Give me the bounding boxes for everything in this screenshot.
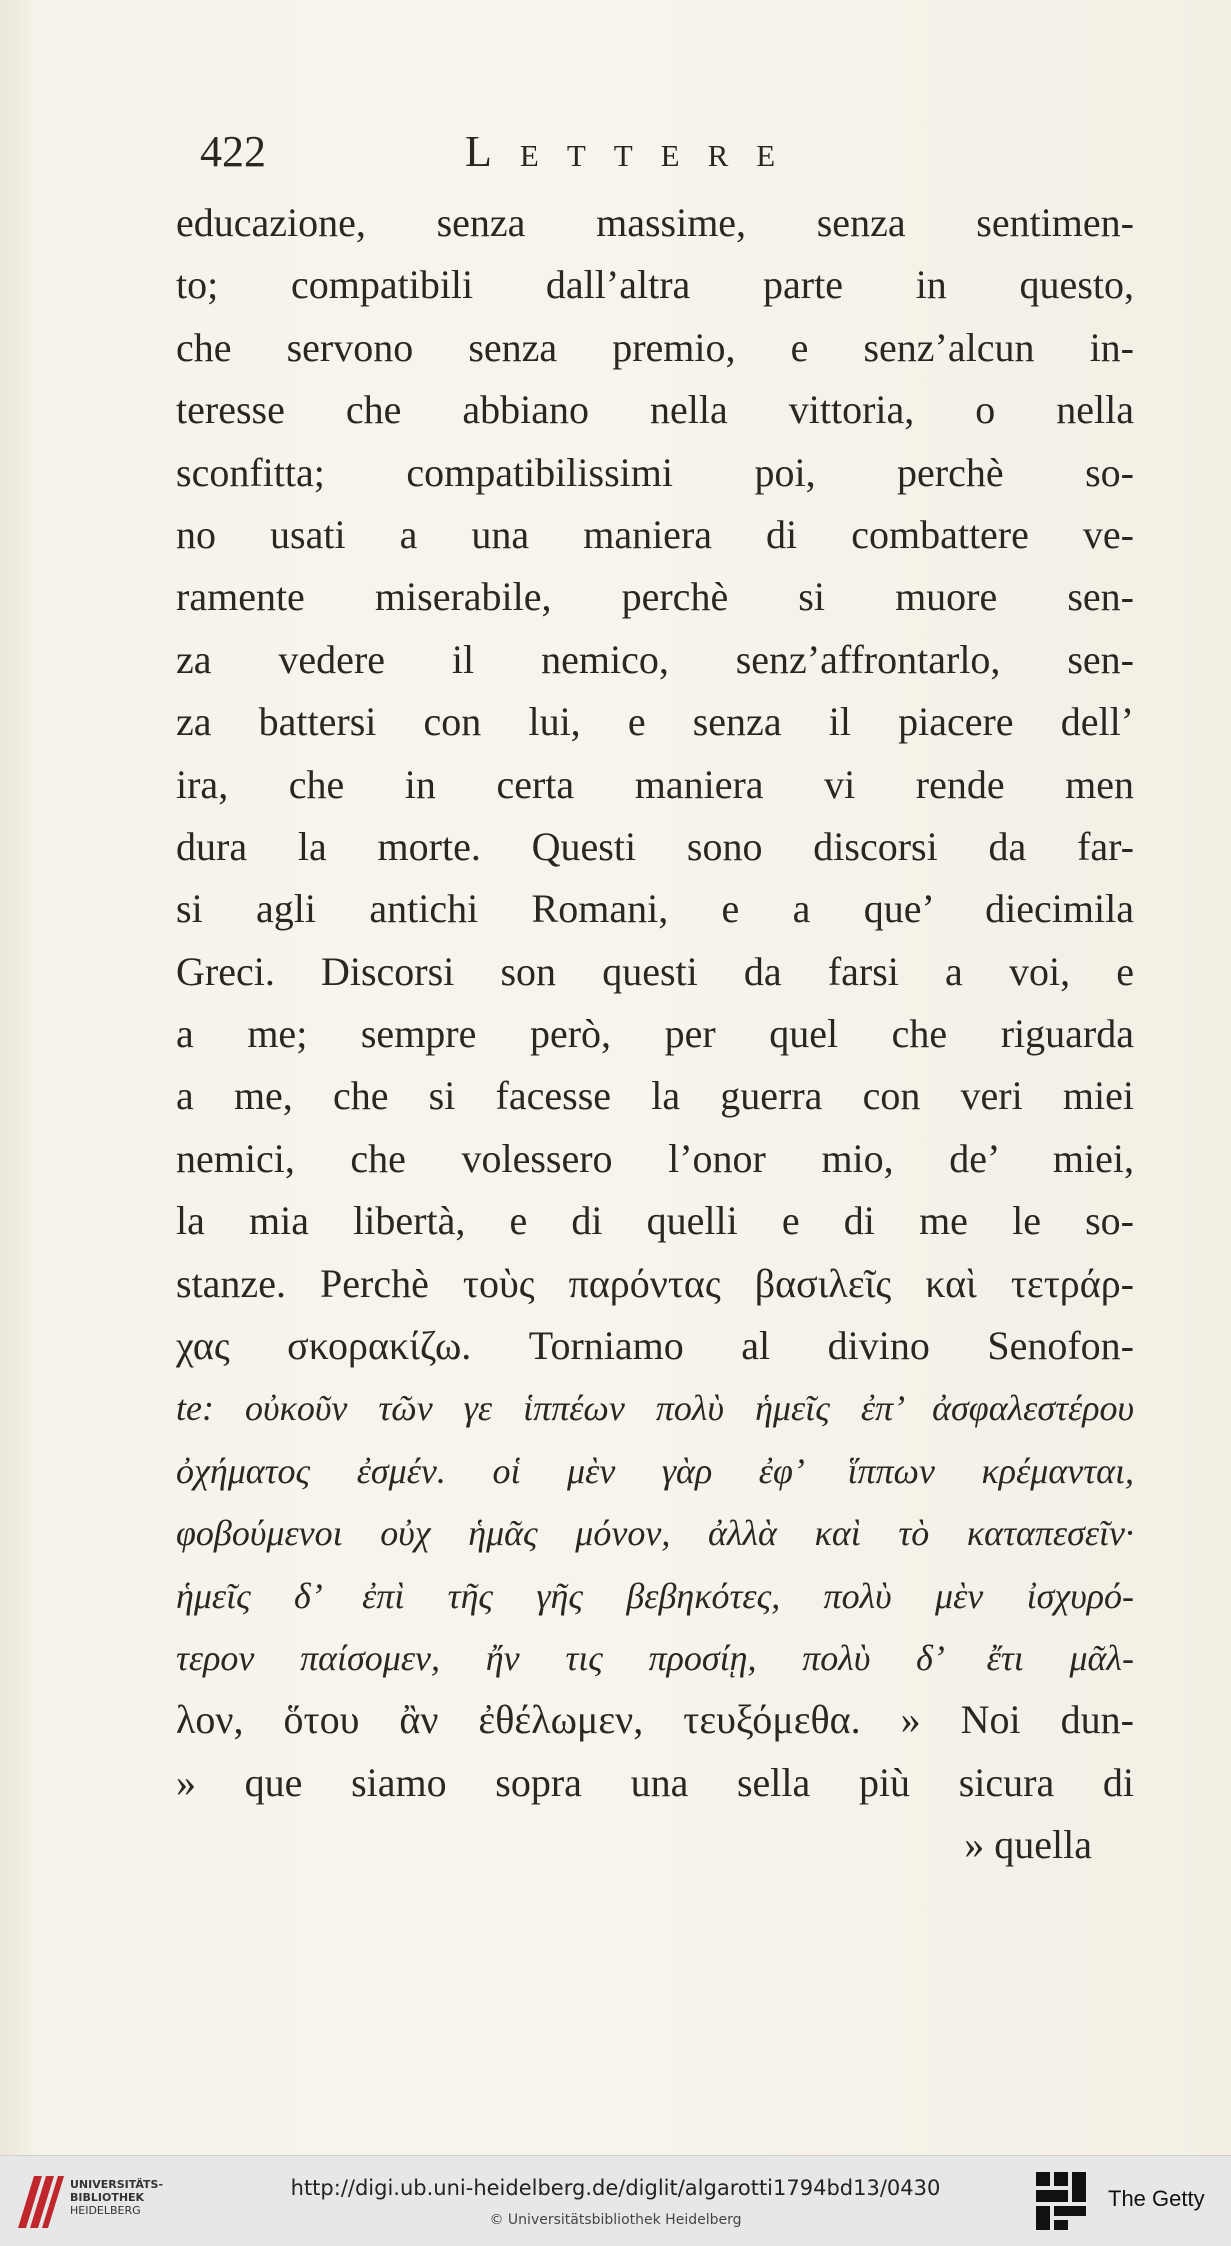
text-line: Greci. Discorsi son questi da farsi a voi, e [176,948,1134,994]
university-name-line1: UNIVERSITÄTS- [70,2178,164,2191]
text-line: ira, che in certa maniera vi rende men [176,761,1134,807]
text-line: τερον παίσομεν, ἤν τις προσίῃ, πολὺ δ’ ἔτι μᾶλ- [176,1637,1134,1678]
body-text [176,192,1134,1877]
viewer-footer [0,2155,1231,2246]
text-line: stanze. Perchè τοὺς παρόντας βασιλεῖς καὶ τετράρ- [176,1260,1134,1306]
text-line: ἡμεῖς δ’ ἐπὶ τῆς γῆς βεβηκότες, πολὺ μὲν ἰσχυρό- [176,1575,1134,1616]
text-line: to; compatibili dall’altra parte in questo, [176,262,1134,308]
text-line: dura la morte. Questi sono discorsi da far- [176,823,1134,869]
text-line: ramente miserabile, perchè si muore sen- [176,574,1134,620]
university-name-line2: BIBLIOTHEK [70,2191,145,2204]
text-line: nemici, che volessero l’onor mio, de’ miei, [176,1135,1134,1181]
text-line: a me; sempre però, per quel che riguarda [176,1011,1134,1057]
text-line: sconfitta; compatibilissimi poi, perchè so- [176,449,1134,495]
text-line: teresse che abbiano nella vittoria, o nella [176,387,1134,433]
text-line: za vedere il nemico, senz’affrontarlo, sen- [176,636,1134,682]
text-line: φοβούμενοι οὐχ ἡμᾶς μόνον, ἀλλὰ καὶ τὸ καταπεσεῖν· [176,1513,1134,1554]
text-line: χας σκορακίζω. Torniamo al divino Senofon- [176,1323,1134,1369]
page-header [200,120,1100,190]
text-line: λον, ὅτου ἂν ἐθέλωμεν, τευξόμεθα. » Noi dun- [176,1697,1134,1743]
text-line: te: οὐκοῦν τῶν γε ἱππέων πολὺ ἡμεῖς ἐπ’ ἀσφαλεστέρου [176,1388,1134,1429]
getty-logo-icon [1034,2170,1090,2232]
page-number: 422 [200,127,266,176]
text-line: no usati a una maniera di combattere ve- [176,511,1134,557]
text-line: za battersi con lui, e senza il piacere dell’ [176,699,1134,745]
text-line: che servono senza premio, e senz’alcun in- [176,324,1134,370]
catchword: » quella [964,1822,1092,1868]
text-line: ὀχήματος ἐσμέν. οἱ μὲν γὰρ ἐφ’ ἵππων κρέμανται, [176,1450,1134,1491]
text-line: » que siamo sopra una sella più sicura di [176,1759,1134,1805]
text-line: a me, che si facesse la guerra con veri miei [176,1073,1134,1119]
university-name-line3: HEIDELBERG [70,2204,141,2217]
running-title: Lettere [465,127,804,176]
partner-name: The Getty [1108,2186,1205,2211]
text-line: la mia libertà, e di quelli e di me le so- [176,1198,1134,1244]
permalink-url[interactable]: http://digi.ub.uni-heidelberg.de/diglit/algarotti1794bd13/0430 [290,2176,941,2200]
text-line: educazione, senza massime, senza sentimen- [176,200,1134,245]
text-line: si agli antichi Romani, e a que’ diecimila [176,886,1134,932]
copyright-notice: © Universitätsbibliothek Heidelberg [489,2212,742,2228]
